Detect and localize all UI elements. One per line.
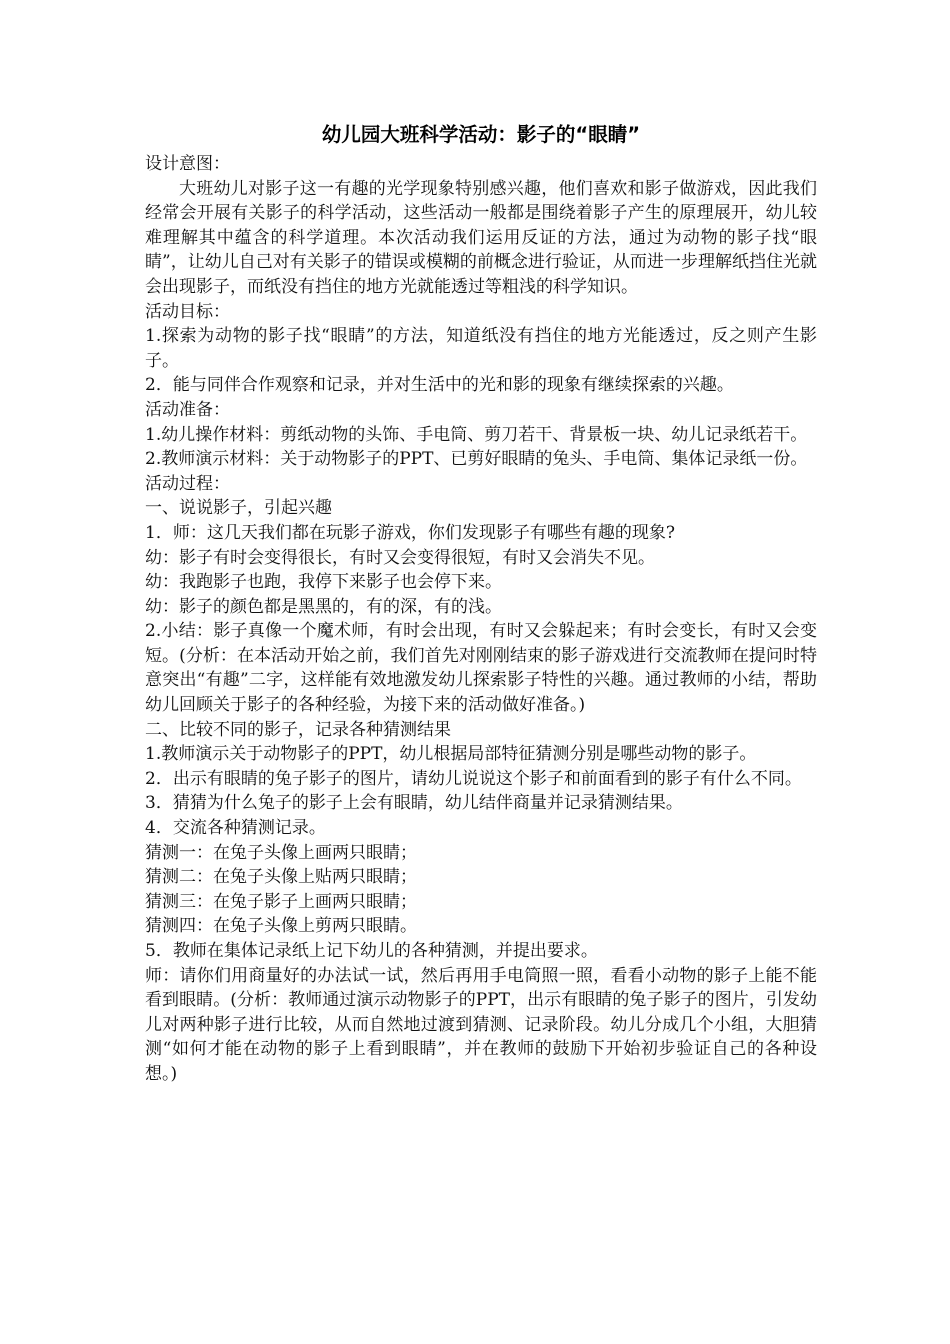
- paragraph-preparation-2: 2.教师演示材料：关于动物影子的PPT、已剪好眼睛的兔头、手电筒、集体记录纸一份。: [145, 449, 808, 470]
- paragraph-guess-3: 猜测三：在兔子影子上画两只眼睛；: [145, 891, 417, 912]
- paragraph-step-1: 1.教师演示关于动物影子的PPT，幼儿根据局部特征猜测分别是哪些动物的影子。: [145, 744, 757, 765]
- paragraph-guess-1: 猜测一：在兔子头像上画两只眼睛；: [145, 842, 417, 863]
- paragraph-teacher-instruction: 师：请你们用商量好的办法试一试，然后再用手电筒照一照，看看小动物的影子上能不能看到眼睛。(分析：教师通过演示动物影子的PPT，出示有眼睛的兔子影子的图片，引发幼儿对两种影子进行比较，从而自然地过渡到猜测、记录阶段。幼儿分成几个小组，大胆猜测“如何才能在动物的影子上看到眼睛”，并在教师的鼓励下开始初步验证自己的各种设想。): [145, 965, 817, 1084]
- paragraph-preparation-1: 1.幼儿操作材料：剪纸动物的头饰、手电筒、剪刀若干、背景板一块、幼儿记录纸若干。: [145, 424, 808, 445]
- subheading-part-1: 一、说说影子，引起兴趣: [145, 498, 332, 519]
- paragraph-step-3: 3．猜猜为什么兔子的影子上会有眼睛，幼儿结伴商量并记录猜测结果。: [145, 793, 683, 814]
- section-heading-design-intent: 设计意图：: [145, 154, 230, 174]
- paragraph-teacher-question: 1．师：这几天我们都在玩影子游戏，你们发现影子有哪些有趣的现象?: [145, 522, 675, 543]
- paragraph-goal-1: 1.探索为动物的影子找“眼睛”的方法，知道纸没有挡住的地方光能透过，反之则产生影子。: [145, 326, 817, 371]
- paragraph-child-answer-1: 幼：影子有时会变得很长，有时又会变得很短，有时又会消失不见。: [145, 547, 655, 568]
- paragraph-step-2: 2．出示有眼睛的兔子影子的图片，请幼儿说说这个影子和前面看到的影子有什么不同。: [145, 768, 802, 789]
- paragraph-step-4: 4．交流各种猜测记录。: [145, 818, 326, 839]
- paragraph-child-answer-3: 幼：影子的颜色都是黑黑的，有的深，有的浅。: [145, 596, 502, 617]
- paragraph-design-intent: 大班幼儿对影子这一有趣的光学现象特别感兴趣，他们喜欢和影子做游戏，因此我们经常会开展有关影子的科学活动，这些活动一般都是围绕着影子产生的原理展开，幼儿较难理解其中蕴含的科学道理。本次活动我们运用反证的方法，通过为动物的影子找“眼睛”，让幼儿自己对有关影子的错误或模糊的前概念进行验证，从而进一步理解纸挡住光就会出现影子，而纸没有挡住的地方光就能透过等粗浅的科学知识。: [145, 178, 817, 297]
- document-page: [145, 120, 817, 1087]
- section-heading-preparation: 活动准备：: [145, 399, 230, 420]
- document-title: 幼儿园大班科学活动：影子的“眼睛”: [321, 123, 641, 146]
- paragraph-child-answer-2: 幼：我跑影子也跑，我停下来影子也会停下来。: [145, 572, 502, 593]
- paragraph-summary: 2.小结：影子真像一个魔术师，有时会出现，有时又会躲起来；有时会变长，有时又会变短。(分析：在本活动开始之前，我们首先对刚刚结束的影子游戏进行交流教师在提问时特意突出“有趣”二字，这样能有效地激发幼儿探索影子特性的兴趣。通过教师的小结，帮助幼儿回顾关于影子的各种经验，为接下来的活动做好准备。): [145, 621, 817, 716]
- subheading-part-2: 二、比较不同的影子，记录各种猜测结果: [145, 719, 451, 740]
- paragraph-guess-4: 猜测四：在兔子头像上剪两只眼睛。: [145, 916, 417, 937]
- paragraph-goal-2: 2．能与同伴合作观察和记录，并对生活中的光和影的现象有继续探索的兴趣。: [145, 375, 734, 396]
- section-heading-process: 活动过程：: [145, 473, 230, 494]
- paragraph-step-5: 5．教师在集体记录纸上记下幼儿的各种猜测，并提出要求。: [145, 941, 598, 961]
- paragraph-guess-2: 猜测二：在兔子头像上贴两只眼睛；: [145, 867, 417, 888]
- section-heading-goals: 活动目标：: [145, 301, 230, 322]
